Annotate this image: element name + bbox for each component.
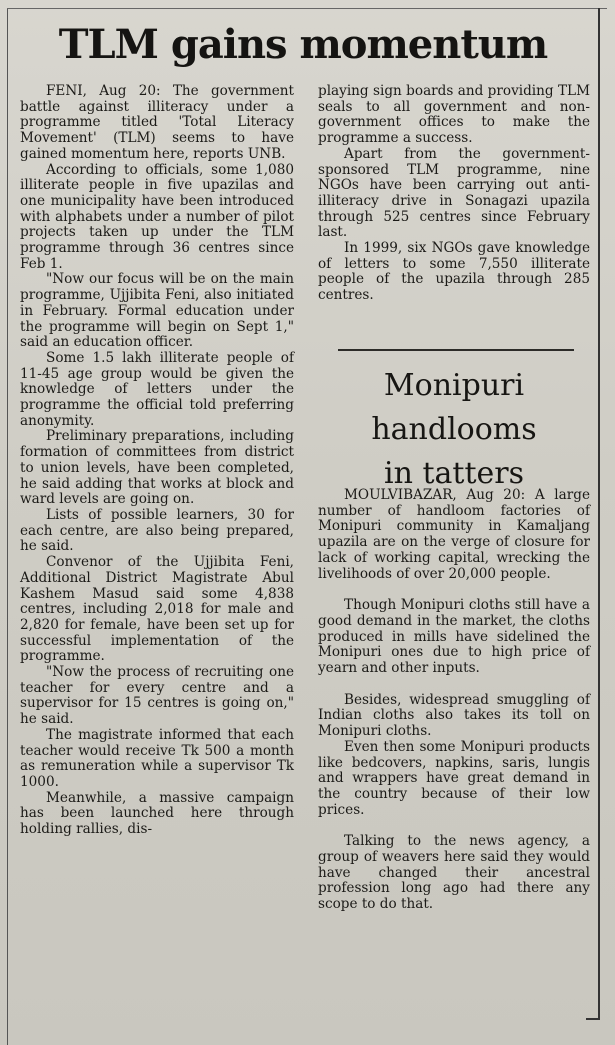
paragraph: "Now the process of recruiting one teacher for every centre and a supervisor for 15 centres is going on," he said. — [20, 664, 294, 728]
paragraph: Apart from the government-sponsored TLM programme, nine NGOs have been carrying out anti-illiteracy drive in Sonagazi upazila through 525 centres since February last. — [318, 145, 590, 241]
border-left — [7, 8, 8, 1045]
border-right — [598, 8, 600, 1020]
story-2-body — [318, 488, 590, 913]
headline: TLM gains momentum — [58, 21, 548, 68]
paragraph: In 1999, six NGOs gave knowledge of letters to some 7,550 illiterate people of the upazila through 285 centres. — [318, 240, 590, 304]
paragraph: Preliminary preparations, including formation of committees from district to union levels, have been completed, he said adding that works at block and ward levels are going on. — [20, 428, 294, 508]
paragraph: According to officials, some 1,080 illiterate people in five upazilas and one municipality have been introduced with alphabets under a number of pilot projects taken up under the TLM programme through 36 centres since Feb 1. — [20, 161, 294, 272]
story-2-headline — [318, 364, 590, 496]
border-right-foot — [586, 1018, 600, 1020]
paragraph: MOULVIBAZAR, Aug 20: A large number of handloom factories of Monipuri community in Kamaljang upazila are on the verge of closure for lack of working capital, wrecking the livelihoods of over 20,000 people. — [318, 487, 590, 582]
story-2-headline-line: in tatters — [384, 456, 524, 491]
story-2-headline-line: Monipuri — [383, 368, 525, 403]
paragraph: FENI, Aug 20: The government battle against illiteracy under a programme titled 'Total Literacy Movement' (TLM) seems to have gained momentum here, reports UNB. — [20, 83, 294, 162]
paragraph: Even then some Monipuri products like bedcovers, napkins, saris, lungis and wrappers have great demand in the country because of their low prices. — [318, 738, 590, 818]
paragraph: The magistrate informed that each teacher would receive Tk 500 a month as remuneration while a supervisor Tk 1000. — [20, 726, 294, 790]
paragraph: Talking to the news agency, a group of weavers here said they would have changed their ancestral profession long ago had there any scope to do that. — [318, 833, 590, 913]
paragraph: Convenor of the Ujjibita Feni, Additional District Magistrate Abul Kashem Masud said some 4,838 centres, including 2,018 for male and 2,820 for female, have been set up for successful implementation of the programme. — [20, 554, 294, 665]
paragraph: "Now our focus will be on the main programme, Ujjibita Feni, also initiated in February. Formal education under the programme will begin on Sept 1," said an education officer. — [20, 271, 294, 351]
paragraph: Some 1.5 lakh illiterate people of 11-45 age group would be given the knowledge of letters under the programme the official told preferring anonymity. — [20, 349, 294, 429]
border-top — [7, 8, 607, 9]
story-divider — [338, 349, 574, 351]
paragraph: Meanwhile, a massive campaign has been launched here through holding rallies, dis- — [20, 789, 294, 838]
paragraph: Though Monipuri cloths still have a good demand in the market, the cloths produced in mills have sidelined the Monipuri ones due to high price of yearn and other inputs. — [318, 597, 590, 677]
story-2-headline-line: handlooms — [371, 412, 537, 447]
paragraph: Lists of possible learners, 30 for each centre, are also being prepared, he said. — [20, 506, 294, 555]
story-1-column-1 — [20, 84, 294, 838]
paragraph-continued: playing sign boards and providing TLM seals to all government and non-government offices to make the programme a success. — [318, 83, 590, 147]
paragraph: Besides, widespread smuggling of Indian cloths also takes its toll on Monipuri cloths. — [318, 691, 590, 740]
story-1-column-2 — [318, 84, 590, 304]
